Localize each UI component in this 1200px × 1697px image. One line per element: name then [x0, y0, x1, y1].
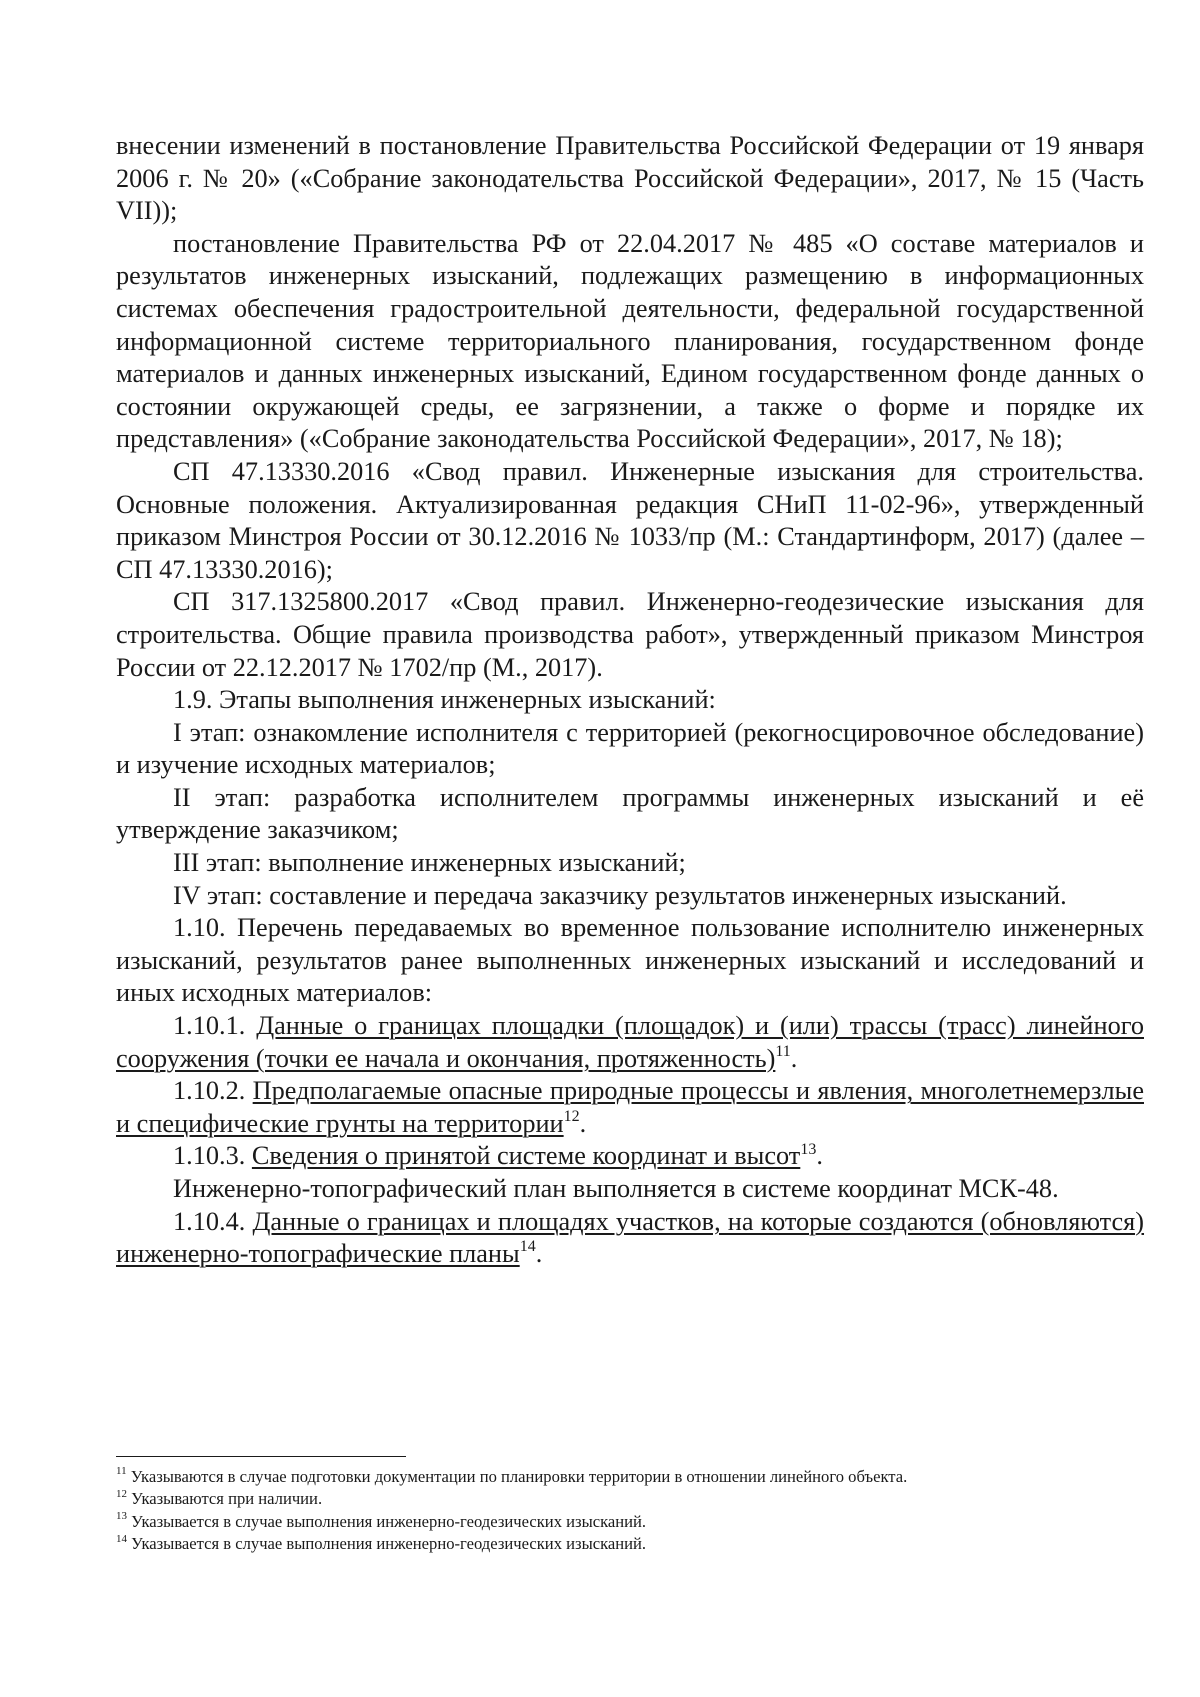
footnote-number: 12 [116, 1487, 127, 1500]
item-text: Предполагаемые опасные природные процессы и явления, многолетнемерзлые и специфические грунты на территории [116, 1076, 1144, 1138]
stage-2: II этап: разработка исполнителем программы инженерных изысканий и её утверждение заказчиком; [116, 782, 1144, 845]
item-number: 1.10.3. [173, 1141, 252, 1171]
item-text: Данные о границах и площадях участков, на которые создаются (обновляются) инженерно-топографические планы [116, 1206, 1145, 1269]
document-page [116, 130, 1144, 1271]
footnote-text: Указываются в случае подготовки документации по планировки территории в отношении линейного объекта. [126, 1467, 908, 1486]
footnote-text: Указывается в случае выполнения инженерно-геодезических изысканий. [127, 1511, 647, 1531]
footnote [116, 1488, 1144, 1510]
item-number: 1.10.1. [173, 1011, 257, 1041]
footnote [116, 1511, 1144, 1533]
item-end: . [535, 1239, 543, 1269]
item-1-10-4 [116, 1206, 1144, 1271]
footnote-number: 11 [116, 1465, 127, 1478]
item-1-10-1 [116, 1010, 1144, 1075]
footnote-ref: 12 [563, 1108, 580, 1126]
item-1-10-2 [116, 1075, 1144, 1140]
footnote-text: Указываются при наличии. [127, 1489, 323, 1509]
paragraph-sp-317: СП 317.1325800.2017 «Свод правил. Инженерно-геодезические изыскания для строительства. Общие правила производства работ», утвержденный приказом Минстроя России от 22.12.2017 № 1702/пр (М., 2017). [116, 587, 1144, 682]
paragraph-sp-47: СП 47.13330.2016 «Свод правил. Инженерные изыскания для строительства. Основные положения. Актуализированная редакция СНиП 11-02-96», утвержденный приказом Минстроя России от 30.12.2016 № 1033/пр (М.: Стандартинформ, 2017) (далее – СП 47.13330.2016); [116, 456, 1144, 584]
stage-3: III этап: выполнение инженерных изысканий; [173, 848, 686, 878]
item-end: . [816, 1141, 823, 1171]
footnote [116, 1533, 1144, 1555]
paragraph-continuation: внесении изменений в постановление Правительства Российской Федерации от 19 января 2006 г. № 20» («Собрание законодательства Российской Федерации», 2017, № 15 (Часть VII)); [116, 131, 1144, 226]
footnote-separator [116, 1456, 406, 1457]
footnote-ref: 11 [775, 1042, 791, 1060]
footnote-ref: 13 [800, 1140, 817, 1158]
item-number: 1.10.2. [173, 1076, 253, 1106]
footnote-number: 13 [116, 1510, 127, 1523]
paragraph-coordinate-system: Инженерно-топографический план выполняется в системе координат МСК-48. [173, 1174, 1059, 1203]
section-heading-1-10: 1.10. Перечень передаваемых во временное пользование исполнителю инженерных изысканий, результатов ранее выполненных инженерных изысканий и исследований и иных исходных материалов: [116, 913, 1144, 1008]
paragraph-government-decree: постановление Правительства РФ от 22.04.2017 № 485 «О составе материалов и результатов инженерных изысканий, подлежащих размещению в информационных системах обеспечения градостроительной деятельности, федеральной государственной информационной системе территориального планирования, государственном фонде материалов и данных инженерных изысканий, Едином государственном фонде данных о состоянии окружающей среды, ее загрязнении, а также о форме и порядке их представления» («Собрание законодательства Российской Федерации», 2017, № 18); [116, 228, 1144, 454]
item-number: 1.10.4. [173, 1206, 253, 1236]
item-text: Данные о границах площадки (площадок) и (или) трассы (трасс) линейного сооружения (точки ее начала и окончания, протяженность) [116, 1011, 1144, 1073]
footnote [116, 1466, 1144, 1488]
item-end: . [579, 1108, 587, 1138]
item-end: . [790, 1043, 798, 1073]
footnote-number: 14 [116, 1532, 127, 1545]
stage-1: I этап: ознакомление исполнителя с территорией (рекогносцировочное обследование) и изучение исходных материалов; [116, 717, 1144, 780]
footnote-ref: 14 [519, 1238, 536, 1256]
footnote-text: Указывается в случае выполнения инженерно-геодезических изысканий. [127, 1534, 647, 1554]
item-text: Сведения о принятой системе координат и высот [251, 1141, 801, 1171]
item-1-10-3 [116, 1140, 1144, 1173]
section-heading-1-9: 1.9. Этапы выполнения инженерных изысканий: [173, 685, 716, 715]
footnotes [116, 1466, 1144, 1556]
stage-4: IV этап: составление и передача заказчику результатов инженерных изысканий. [173, 880, 1067, 910]
